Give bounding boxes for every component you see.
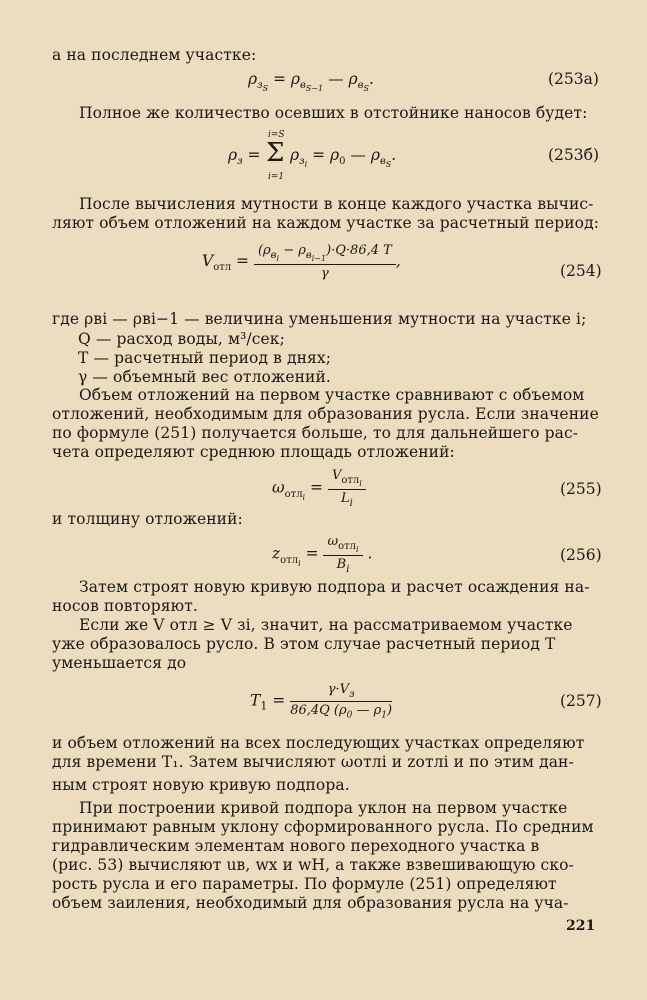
equation-254: $V_{отл}$ = $\frac{(\rho_{в_i} - \rho_{в_{i-1}})\cdot Q\cdot 86,4 T}{\gamma}$ ,	[202, 243, 401, 281]
text-line: Затем строят новую кривую подпора и расчет осаждения на-	[79, 578, 590, 596]
text-line: гидравлическим элементам нового переходного участка в	[52, 837, 540, 855]
equation-number: (256)	[560, 546, 602, 564]
text-line: а на последнем участке:	[52, 46, 257, 64]
text-line: При построении кривой подпора уклон на первом участке	[79, 799, 568, 817]
text-line: и толщину отложений:	[52, 510, 243, 528]
text-line: Полное же количество осевших в отстойнике наносов будет:	[79, 104, 588, 122]
equation-256: $z_{отл_i}$ = $\frac{\omega_{отл_i}}{B_i}$ .	[272, 534, 373, 575]
equation-number: (253a)	[548, 70, 599, 88]
text-line: и объем отложений на всех последующих участках определяют	[52, 734, 585, 752]
where-prefix: где ρвi — ρвi−1	[52, 310, 180, 328]
text-line: Если же V отл ≥ V зi, значит, на рассматриваемом участке	[79, 616, 573, 634]
text-line: для времени T₁. Затем вычисляют ωотлi и zотлi и по этим дан-	[52, 753, 574, 771]
equation-255: $\omega_{отл_i}$ = $\frac{V_{отл_i}}{L_i}$	[272, 468, 366, 509]
text-line: принимают равным уклону сформированного русла. По средним	[52, 818, 594, 836]
equation-number: (253б)	[548, 146, 600, 164]
text-line: объем заиления, необходимый для образования русла на уча-	[52, 894, 569, 912]
text-line: Объем отложений на первом участке сравнивают с объемом	[79, 386, 585, 404]
where-text: — величина уменьшения мутности на участке i;	[184, 310, 587, 328]
text-line	[52, 310, 586, 328]
text-line: T — расчетный период в днях;	[78, 349, 332, 367]
text-line: отложений, необходимым для образования русла. Если значение	[52, 405, 599, 423]
text-line: После вычисления мутности в конце каждого участка вычис-	[79, 195, 594, 213]
equation-number: (255)	[560, 480, 602, 498]
equation-257: $T_1$ = $\frac{\gamma\cdot V_з}{86,4Q (\rho_0 — \rho_1)}$	[250, 682, 393, 721]
equation-253a: $\rho_{з_S} = \rho_{в_{S-1}}$ — $\rho_{в_S}$.	[248, 70, 374, 93]
equation-number: (254)	[560, 262, 602, 280]
text-line: (рис. 53) вычисляют uв, wx и wH, а также взвешивающую ско-	[52, 856, 574, 874]
text-line: уменьшается до	[52, 654, 187, 672]
text-line: уже образовалось русло. В этом случае расчетный период T	[52, 635, 556, 653]
text-line: ным строят новую кривую подпора.	[52, 776, 350, 794]
page-number: 221	[566, 918, 596, 934]
text-line: рость русла и его параметры. По формуле (251) определяют	[52, 875, 557, 893]
text-line: по формуле (251) получается больше, то для дальнейшего рас-	[52, 424, 579, 442]
text-line: ляют объем отложений на каждом участке за расчетный период:	[52, 214, 600, 232]
text-line: Q — расход воды, м³/сек;	[78, 330, 285, 348]
book-page: а на последнем участке: $\rho_{з_S} = \rho_{в_{S-1}}$ — $\rho_{в_S}$. (253a) Полное же количество осевших в отстойнике наносов будет: i=S $\rho_з$ = Σ i=1 $\rho_{з_i} = \rho_0$ — $\rho_{в_S}$. (253б) После вычисления мутности в конце каждого участка вычис- ляют объем отложений на каждом участке за расчетный период: $V_{отл}$ = $\frac{(\rho_{в_i} - \rho_{в_{i-1}})\cdot Q\cdot 86,4 T}{\gamma}$ , (254) где ρвi — ρвi−1 — величина уменьшения мутности на участке i; Q — расход воды, м³/сек; T — расчетный период в днях; γ — объемный вес отложений. Объем отложений на первом участке сравнивают с объемом отложений, необходимым для образования русла. Если значение по формуле (251) получается больше, то для дальнейшего рас- чета определяют среднюю площадь отложений: $\omega_{отл_i}$ = $\frac{V_{отл_i}}{L_i}$ (255) и толщину отложений: $z_{отл_i}$ = $\frac{\omega_{отл_i}}{B_i}$ . (256) Затем строят новую кривую подпора и расчет осаждения на- носов повторяют. Если же V отл ≥ V зi, значит, на рассматриваемом участке уже образовалось русло. В этом случае расчетный период T уменьшается до $T_1$ = $\frac{\gamma\cdot V_з}{86,4Q (\rho_0 — \rho_1)}$ (257) и объем отложений на всех последующих участках определяют для времени T₁. Затем вычисляют ωотлi и zотлi и по этим дан- ным строят новую кривую подпора. При построении кривой подпора уклон на первом участке принимают равным уклону сформированного русла. По средним гидравлическим элементам нового переходного участка в (рис. 53) вычисляют uв, wx и wH, а также взвешивающую ско- рость русла и его параметры. По формуле (251) определяют объем заиления, необходимый для образования русла на уча- 221	[52, 46, 602, 934]
text-line: носов повторяют.	[52, 597, 198, 615]
text-line: γ — объемный вес отложений.	[78, 368, 331, 386]
equation-number: (257)	[560, 692, 602, 710]
text-line: чета определяют среднюю площадь отложений:	[52, 443, 455, 461]
